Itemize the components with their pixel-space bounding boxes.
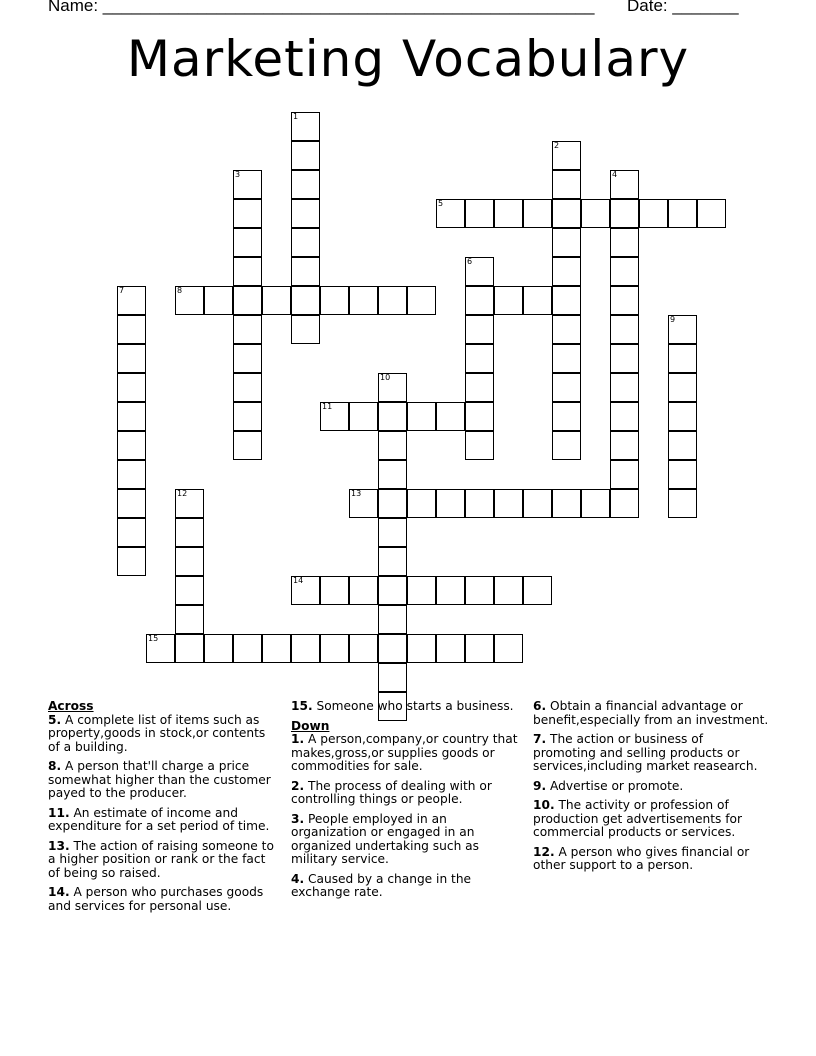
clue-down-4 xyxy=(291,873,521,900)
clue-text: The activity or profession of production get advertisements for commercial products or services. xyxy=(533,798,742,839)
clue-text: A complete list of items such as property,goods in stock,or contents of a building. xyxy=(48,712,266,754)
crossword-cell[interactable] xyxy=(233,199,262,228)
crossword-cell[interactable] xyxy=(233,228,262,257)
clue-number: 3. xyxy=(291,811,305,826)
crossword-cell[interactable] xyxy=(465,344,494,373)
crossword-cell[interactable] xyxy=(465,199,494,228)
clue-text: A person,company,or country that makes,gross,or supplies goods or commodities for sale. xyxy=(291,732,518,773)
crossword-cell[interactable] xyxy=(523,576,552,605)
crossword-cell[interactable] xyxy=(552,228,581,257)
crossword-cell[interactable] xyxy=(465,576,494,605)
crossword-cell[interactable] xyxy=(436,489,465,518)
crossword-cell[interactable] xyxy=(175,518,204,547)
crossword-cell[interactable] xyxy=(610,402,639,431)
crossword-cell[interactable] xyxy=(697,199,726,228)
crossword-cell[interactable] xyxy=(117,315,146,344)
crossword-cell[interactable] xyxy=(639,199,668,228)
crossword-cell[interactable] xyxy=(552,373,581,402)
clue-number: 7. xyxy=(533,732,547,746)
crossword-cell[interactable] xyxy=(610,315,639,344)
crossword-cell[interactable] xyxy=(610,460,639,489)
crossword-cell[interactable] xyxy=(610,228,639,257)
cell-number: 15 xyxy=(148,634,159,643)
crossword-cell[interactable] xyxy=(378,431,407,460)
clue-text: Obtain a financial advantage or benefit,especially from an investment. xyxy=(533,699,769,727)
crossword-cell[interactable] xyxy=(320,634,349,663)
crossword-cell[interactable] xyxy=(552,199,581,228)
crossword-cell[interactable] xyxy=(436,634,465,663)
crossword-cell[interactable] xyxy=(175,576,204,605)
crossword-cell[interactable] xyxy=(494,634,523,663)
crossword-cell[interactable] xyxy=(378,489,407,518)
crossword-cell[interactable] xyxy=(233,431,262,460)
clue-text: An estimate of income and expenditure for a set period of time. xyxy=(48,805,270,833)
crossword-cell[interactable] xyxy=(175,489,204,518)
crossword-cell[interactable] xyxy=(291,141,320,170)
cell-number: 1 xyxy=(293,112,299,121)
clue-number: 9. xyxy=(533,778,547,793)
crossword-cell[interactable] xyxy=(407,634,436,663)
cell-number: 9 xyxy=(670,315,676,324)
crossword-cell[interactable] xyxy=(407,402,436,431)
clue-text: The action or business of promoting and selling products or services,including market reasearch. xyxy=(533,732,758,773)
crossword-cell[interactable] xyxy=(668,315,697,344)
crossword-cell[interactable] xyxy=(233,344,262,373)
clue-text: A person who purchases goods and services for personal use. xyxy=(48,885,264,913)
clue-number: 2. xyxy=(291,778,305,793)
crossword-cell[interactable] xyxy=(465,315,494,344)
cell-number: 2 xyxy=(554,141,560,150)
crossword-cell[interactable] xyxy=(668,460,697,489)
crossword-cell[interactable] xyxy=(465,489,494,518)
crossword-cell[interactable] xyxy=(552,257,581,286)
clue-number: 1. xyxy=(291,732,305,746)
crossword-cell[interactable] xyxy=(465,431,494,460)
clue-across-14 xyxy=(48,886,276,913)
crossword-cell[interactable] xyxy=(291,112,320,141)
clue-number: 14. xyxy=(48,885,70,899)
crossword-cell[interactable] xyxy=(552,344,581,373)
clue-text: Caused by a change in the exchange rate. xyxy=(291,871,472,899)
crossword-cell[interactable] xyxy=(552,170,581,199)
clue-text: Advertise or promote. xyxy=(550,778,684,793)
crossword-cell[interactable] xyxy=(204,286,233,315)
crossword-cell[interactable] xyxy=(494,489,523,518)
clue-text: People employed in an organization or engaged in an organized undertaking such as military service. xyxy=(291,811,479,866)
clue-down-10 xyxy=(533,799,769,840)
crossword-cell[interactable] xyxy=(552,402,581,431)
crossword-cell[interactable] xyxy=(117,344,146,373)
clue-down-3 xyxy=(291,813,521,867)
crossword-cell[interactable] xyxy=(320,576,349,605)
crossword-cell[interactable] xyxy=(117,547,146,576)
crossword-cell[interactable] xyxy=(117,518,146,547)
crossword-cell[interactable] xyxy=(146,634,175,663)
cell-number: 6 xyxy=(467,257,473,266)
crossword-cell[interactable] xyxy=(349,489,378,518)
crossword-cell[interactable] xyxy=(378,286,407,315)
crossword-cell[interactable] xyxy=(320,286,349,315)
crossword-cell[interactable] xyxy=(117,286,146,315)
crossword-cell[interactable] xyxy=(407,576,436,605)
crossword-cell[interactable] xyxy=(552,489,581,518)
crossword-cell[interactable] xyxy=(204,634,233,663)
cell-number: 13 xyxy=(351,489,362,498)
crossword-cell[interactable] xyxy=(610,199,639,228)
crossword-cell[interactable] xyxy=(378,576,407,605)
crossword-cell[interactable] xyxy=(668,199,697,228)
crossword-cell[interactable] xyxy=(465,257,494,286)
crossword-cell[interactable] xyxy=(610,170,639,199)
clue-number: 15. xyxy=(291,699,313,713)
date-field-label: Date: _______ xyxy=(627,0,739,15)
crossword-cell[interactable] xyxy=(436,576,465,605)
crossword-cell[interactable] xyxy=(378,605,407,634)
crossword-cell[interactable] xyxy=(291,257,320,286)
crossword-cell[interactable] xyxy=(668,344,697,373)
crossword-cell[interactable] xyxy=(349,576,378,605)
crossword-cell[interactable] xyxy=(610,286,639,315)
clue-across-15 xyxy=(291,700,521,714)
crossword-cell[interactable] xyxy=(668,373,697,402)
cell-number: 8 xyxy=(177,286,183,295)
clue-down-7 xyxy=(533,733,769,774)
crossword-cell[interactable] xyxy=(465,402,494,431)
crossword-cell[interactable] xyxy=(610,257,639,286)
crossword-cell[interactable] xyxy=(552,315,581,344)
crossword-cell[interactable] xyxy=(378,634,407,663)
clue-number: 10. xyxy=(533,798,555,812)
crossword-cell[interactable] xyxy=(349,286,378,315)
across-heading: Across xyxy=(48,699,94,713)
crossword-cell[interactable] xyxy=(378,518,407,547)
clue-across-11 xyxy=(48,807,276,834)
crossword-cell[interactable] xyxy=(349,402,378,431)
crossword-cell[interactable] xyxy=(175,634,204,663)
crossword-cell[interactable] xyxy=(465,634,494,663)
crossword-cell[interactable] xyxy=(175,605,204,634)
crossword-cell[interactable] xyxy=(668,489,697,518)
crossword-cell[interactable] xyxy=(233,315,262,344)
clue-text: A person who gives financial or other support to a person. xyxy=(533,844,750,872)
cell-number: 5 xyxy=(438,199,444,208)
crossword-cell[interactable] xyxy=(117,373,146,402)
crossword-cell[interactable] xyxy=(523,286,552,315)
crossword-cell[interactable] xyxy=(378,373,407,402)
cell-number: 7 xyxy=(119,286,125,295)
crossword-cell[interactable] xyxy=(552,141,581,170)
crossword-cell[interactable] xyxy=(175,286,204,315)
crossword-cell[interactable] xyxy=(523,199,552,228)
crossword-cell[interactable] xyxy=(262,286,291,315)
crossword-cell[interactable] xyxy=(291,170,320,199)
crossword-cell[interactable] xyxy=(436,402,465,431)
crossword-cell[interactable] xyxy=(233,402,262,431)
crossword-cell[interactable] xyxy=(465,286,494,315)
crossword-cell[interactable] xyxy=(117,402,146,431)
crossword-cell[interactable] xyxy=(407,489,436,518)
clue-down-12 xyxy=(533,846,769,873)
cell-number: 4 xyxy=(612,170,618,179)
crossword-cell[interactable] xyxy=(407,286,436,315)
clue-across-13 xyxy=(48,840,276,881)
crossword-cell[interactable] xyxy=(291,634,320,663)
crossword-cell[interactable] xyxy=(349,634,378,663)
clue-text: The action of raising someone to a higher position or rank or the fact of being so raised. xyxy=(48,838,274,880)
crossword-cell[interactable] xyxy=(233,170,262,199)
clue-across-8 xyxy=(48,760,276,801)
clues-column-2 xyxy=(291,700,521,906)
crossword-cell[interactable] xyxy=(233,634,262,663)
crossword-cell[interactable] xyxy=(436,199,465,228)
crossword-cell[interactable] xyxy=(581,199,610,228)
crossword-cell[interactable] xyxy=(320,402,349,431)
clue-down-2 xyxy=(291,780,521,807)
clues-column-3 xyxy=(533,700,769,879)
crossword-cell[interactable] xyxy=(610,373,639,402)
page-title: Marketing Vocabulary xyxy=(126,30,690,88)
crossword-cell[interactable] xyxy=(262,634,291,663)
cell-number: 10 xyxy=(380,373,391,382)
crossword-cell[interactable] xyxy=(291,228,320,257)
clue-text: A person that'll charge a price somewhat higher than the customer payed to the producer. xyxy=(48,759,271,800)
crossword-cell[interactable] xyxy=(552,286,581,315)
crossword-cell[interactable] xyxy=(668,431,697,460)
crossword-cell[interactable] xyxy=(175,547,204,576)
down-heading: Down xyxy=(291,718,330,733)
crossword-cell[interactable] xyxy=(117,431,146,460)
crossword-cell[interactable] xyxy=(117,460,146,489)
crossword-cell[interactable] xyxy=(581,489,610,518)
crossword-cell[interactable] xyxy=(233,257,262,286)
clue-down-6 xyxy=(533,700,769,727)
crossword-cell[interactable] xyxy=(378,460,407,489)
clue-across-5 xyxy=(48,714,276,755)
crossword-cell[interactable] xyxy=(291,199,320,228)
clue-number: 11. xyxy=(48,805,70,820)
crossword-cell[interactable] xyxy=(494,576,523,605)
crossword-cell[interactable] xyxy=(465,373,494,402)
crossword-cell[interactable] xyxy=(610,344,639,373)
crossword-cell[interactable] xyxy=(668,402,697,431)
crossword-cell[interactable] xyxy=(378,663,407,692)
name-field-label: Name: ____________________________________________________ xyxy=(48,0,595,15)
clue-down-9 xyxy=(533,780,769,794)
crossword-cell[interactable] xyxy=(494,286,523,315)
crossword-cell[interactable] xyxy=(233,286,262,315)
clue-text: Someone who starts a business. xyxy=(316,699,514,713)
clue-text: The process of dealing with or controlling things or people. xyxy=(291,778,492,806)
crossword-cell[interactable] xyxy=(523,489,552,518)
clues-column-1 xyxy=(48,700,276,919)
clue-number: 13. xyxy=(48,838,70,853)
cell-number: 3 xyxy=(235,170,241,179)
crossword-cell[interactable] xyxy=(610,431,639,460)
cell-number: 11 xyxy=(322,402,333,411)
crossword-cell[interactable] xyxy=(610,489,639,518)
cell-number: 14 xyxy=(293,576,304,585)
clue-number: 8. xyxy=(48,759,62,773)
crossword-cell[interactable] xyxy=(378,547,407,576)
crossword-cell[interactable] xyxy=(552,431,581,460)
crossword-cell[interactable] xyxy=(378,402,407,431)
crossword-cell[interactable] xyxy=(494,199,523,228)
cell-number: 12 xyxy=(177,489,188,498)
clue-number: 6. xyxy=(533,699,547,713)
crossword-cell[interactable] xyxy=(291,576,320,605)
crossword-cell[interactable] xyxy=(291,315,320,344)
clue-number: 12. xyxy=(533,844,555,859)
crossword-cell[interactable] xyxy=(117,489,146,518)
clue-number: 4. xyxy=(291,871,305,886)
clue-down-1 xyxy=(291,733,521,774)
clue-number: 5. xyxy=(48,712,62,727)
crossword-cell[interactable] xyxy=(291,286,320,315)
crossword-cell[interactable] xyxy=(233,373,262,402)
